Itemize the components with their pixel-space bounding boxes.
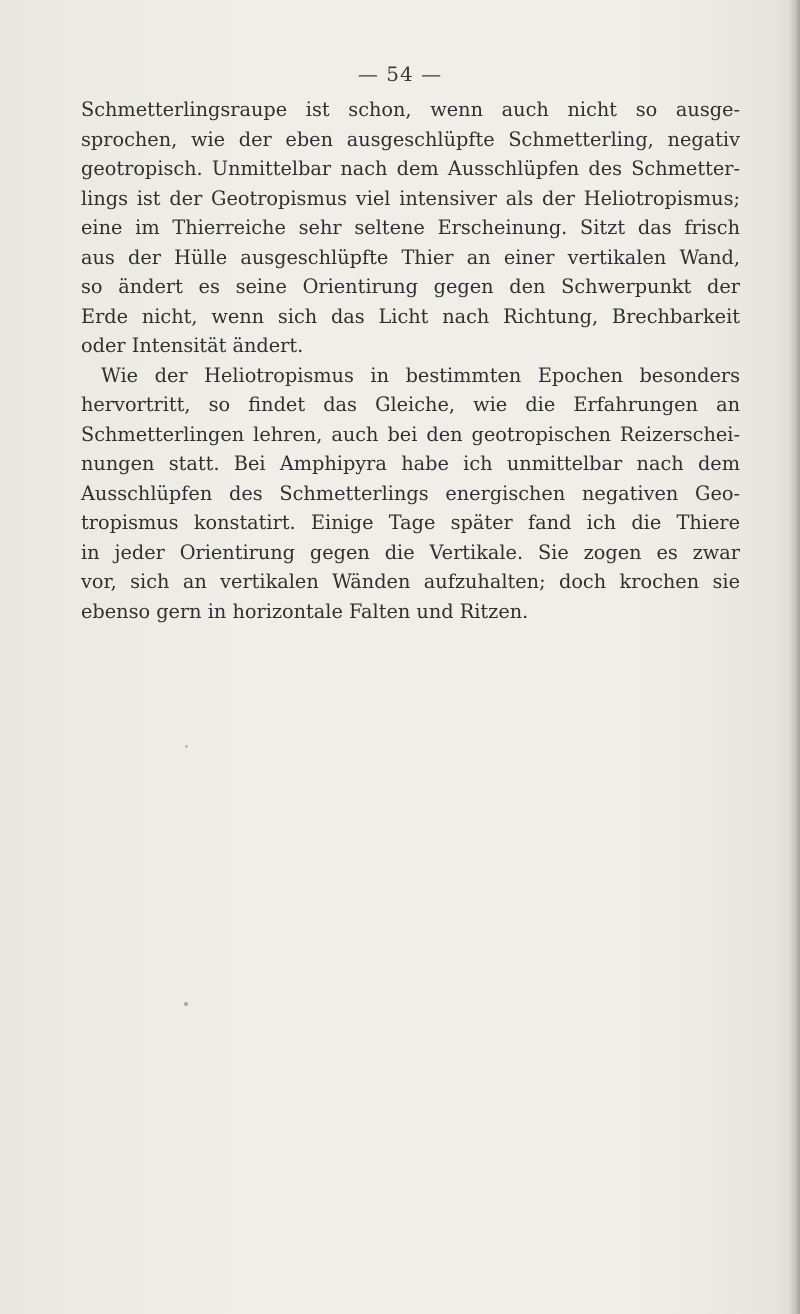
text-line: Ausschlüpfen des Schmetterlings energischen negativen Geo-	[81, 481, 740, 505]
text-line: ebenso gern in horizontale Falten und Ritzen.	[81, 599, 529, 623]
paragraph-2	[81, 361, 740, 627]
text-line: vor, sich an vertikalen Wänden aufzuhalten; doch krochen sie	[81, 570, 740, 593]
text-line: Schmetterlingsraupe ist schon, wenn auch nicht so ausge-	[81, 98, 740, 121]
paper-speck	[184, 1002, 188, 1006]
text-line: nungen statt. Bei Amphipyra habe ich unmittelbar nach dem	[81, 452, 740, 475]
text-line: Wie der Heliotropismus in bestimmten Epochen besonders	[101, 363, 740, 387]
text-line: Schmetterlingen lehren, auch bei den geotropischen Reizerschei-	[81, 422, 740, 446]
text-line: oder Intensität ändert.	[81, 334, 304, 357]
paper-speck	[185, 745, 188, 748]
text-line: sprochen, wie der eben ausgeschlüpfte Schmetterling, negativ	[81, 127, 740, 151]
text-line: lings ist der Geotropismus viel intensiver als der Heliotropismus;	[81, 186, 740, 210]
body-text	[81, 95, 740, 626]
text-line: aus der Hülle ausgeschlüpfte Thier an einer vertikalen Wand,	[81, 245, 740, 269]
page-edge-shadow	[788, 0, 800, 1314]
text-line: hervortritt, so findet das Gleiche, wie die Erfahrungen an	[81, 393, 740, 416]
text-line: tropismus konstatirt. Einige Tage später fand ich die Thiere	[81, 511, 740, 534]
paragraph-1	[81, 95, 740, 361]
text-line: Erde nicht, wenn sich das Licht nach Richtung, Brechbarkeit	[81, 304, 740, 328]
text-line: geotropisch. Unmittelbar nach dem Ausschlüpfen des Schmetter-	[81, 157, 740, 180]
text-line: eine im Thierreiche sehr seltene Erscheinung. Sitzt das frisch	[81, 216, 740, 239]
text-line: so ändert es seine Orientirung gegen den Schwerpunkt der	[81, 275, 740, 298]
page-number: — 54 —	[357, 62, 443, 86]
text-line: in jeder Orientirung gegen die Vertikale. Sie zogen es zwar	[81, 540, 740, 564]
